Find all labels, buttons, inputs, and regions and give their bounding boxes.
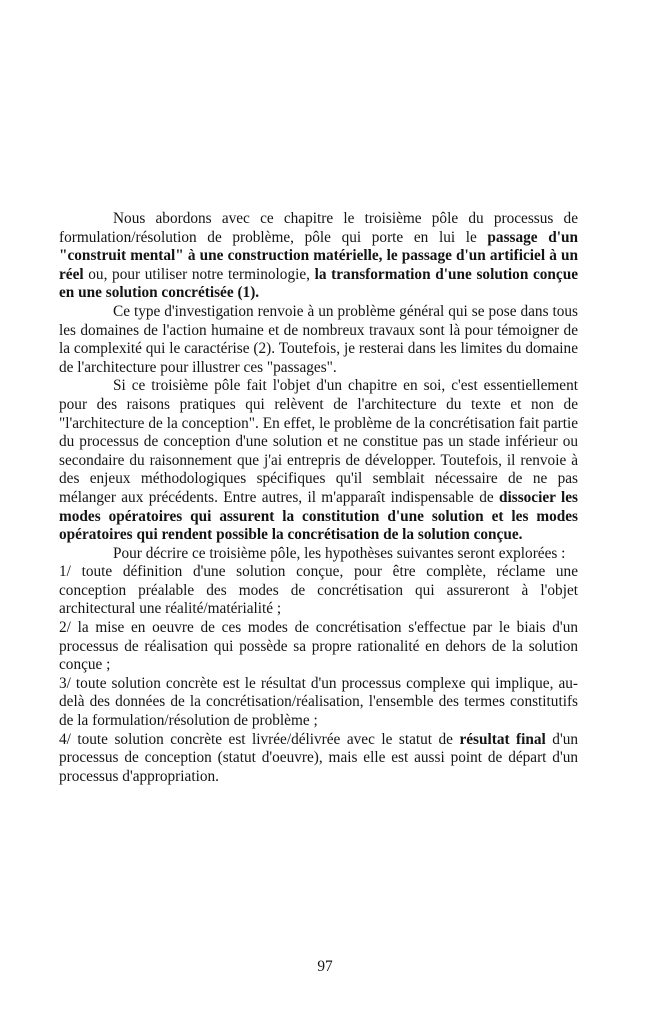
paragraph-hypotheses-intro (59, 545, 578, 564)
body-text-run: 2/ la mise en oeuvre de ces modes de concrétisation s'effectue par le biais d'un processus de réalisation qui possède sa propre rationalité en dehors de la solution conçue ; (59, 619, 578, 674)
emphasis-text: la transformation d'une solution conçue en une solution concrétisée (1). (59, 265, 579, 302)
hypothesis-2 (59, 619, 578, 675)
body-text-run: 4/ toute solution concrète est livrée/délivrée avec le statut de (59, 730, 460, 748)
page-number: 97 (317, 958, 333, 975)
hypothesis-4 (59, 731, 578, 787)
body-text-run: Nous abordons avec ce chapitre le troisième pôle du processus de formulation/résolution de problème, pôle qui porte en lui le (59, 210, 578, 246)
emphasis-text: dissocier les modes opératoires qui assurent la constitution d'une solution et les modes opératoires qui rendent possible la concrétisation de la solution conçue. (59, 488, 578, 544)
hypothesis-3 (59, 675, 578, 731)
body-text-run: 3/ toute solution concrète est le résultat d'un processus complexe qui implique, au-delà des données de la concrétisation/réalisation, l'ensemble des termes constitutifs de la formulation/résolution de problème ; (59, 674, 578, 730)
emphasis-text: passage d'un "construit mental" à une construction matérielle, le passage d'un artificiel à un réel (59, 228, 578, 283)
paragraph-investigation (59, 303, 578, 377)
body-text (59, 210, 578, 786)
paragraph-chapter-reason (59, 377, 578, 544)
body-text-run: 1/ toute définition d'une solution conçue, pour être complète, réclame une conception préalable des modes de concrétisation qui assureront à l'objet architectural une réalité/matérialité ; (59, 563, 578, 618)
body-text-run: Ce type d'investigation renvoie à un problème général qui se pose dans tous les domaines de l'action humaine et de nombreux travaux sont là pour témoigner de la complexité qui le caractérise (2). Toutefois, je resterai dans les limites du domaine de l'architecture pour illustrer ces "passages". (59, 302, 578, 376)
hypothesis-1 (59, 563, 578, 619)
emphasis-text: résultat final (459, 730, 546, 748)
body-text-run: d'un processus de conception (statut d'oeuvre), mais elle est aussi point de départ d'un processus d'appropriation. (59, 730, 579, 785)
paragraph-intro (59, 210, 578, 303)
body-text-run: ou, pour utiliser notre terminologie, (83, 265, 315, 283)
body-text-run: Si ce troisième pôle fait l'objet d'un chapitre en soi, c'est essentiellement pour des raisons pratiques qui relèvent de l'architecture du texte et non de "l'architecture de la conception". En effet, le problème de la concrétisation fait partie du processus de conception d'une solution et ne constitue pas un stade inférieur ou secondaire du raisonnement que j'ai entrepris de développer. Toutefois, il renvoie à des enjeux méthodologiques spécifiques qu'il semblait nécessaire de ne pas mélanger aux précédents. Entre autres, il m'apparaît indispensable de (59, 377, 578, 506)
body-text-run: Pour décrire ce troisième pôle, les hypothèses suivantes seront explorées : (113, 544, 566, 562)
